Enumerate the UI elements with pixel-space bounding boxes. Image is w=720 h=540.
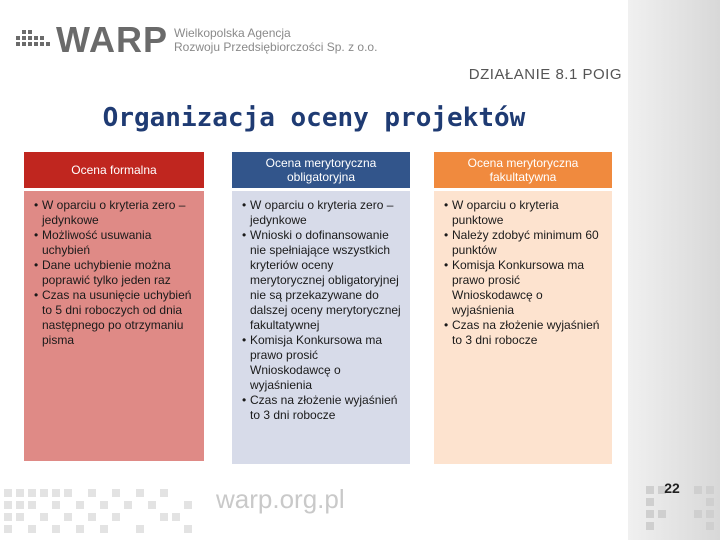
list-item: • Możliwość usuwania uchybień	[34, 228, 196, 258]
warp-logo	[16, 20, 396, 60]
footer-url: warp.org.pl	[216, 484, 345, 514]
list-item: • Wnioski o dofinansowanie nie spełniające wszystkich kryteriów oceny merytorycznej obligatoryjnej nie są przekazywane do dalszej oceny merytorycznej fakultatywnej	[242, 228, 402, 333]
page-number: 22	[664, 480, 680, 496]
column-formal-heading: Ocena formalna	[24, 152, 204, 188]
list-item: • Komisja Konkursowa ma prawo prosić Wnioskodawcę o wyjaśnienia	[242, 333, 402, 393]
footer-dots-icon	[0, 483, 200, 540]
list-item: • Komisja Konkursowa ma prawo prosić Wnioskodawcę o wyjaśnienia	[444, 258, 604, 318]
logo-subtitle-line-2: Rozwoju Przedsiębiorczości Sp. z o.o.	[174, 40, 378, 54]
column-obligatory-body	[232, 191, 410, 464]
action-label: DZIAŁANIE 8.1 POIG	[468, 66, 622, 83]
column-formal-body	[24, 191, 204, 461]
list-item: • Czas na złożenie wyjaśnień to 3 dni robocze	[444, 318, 604, 348]
list-item: • W oparciu o kryteria zero – jedynkowe	[242, 198, 402, 228]
right-side-band	[628, 0, 720, 540]
list-item: • W oparciu o kryteria zero – jedynkowe	[34, 198, 196, 228]
list-item: • W oparciu o kryteria punktowe	[444, 198, 604, 228]
logo-subtitle-line-1: Wielkopolska Agencja	[174, 26, 291, 40]
logo-dots-icon	[16, 28, 52, 52]
list-item: • Dane uchybienie można poprawić tylko jeden raz	[34, 258, 196, 288]
list-item: • Czas na usunięcie uchybień to 5 dni roboczych od dnia następnego po otrzymaniu pisma	[34, 288, 196, 348]
logo-subtitle	[174, 26, 377, 54]
logo-wordmark: WARP	[56, 19, 168, 60]
column-optional-heading: Ocena merytoryczna fakultatywna	[434, 152, 612, 188]
list-item: • Należy zdobyć minimum 60 punktów	[444, 228, 604, 258]
column-optional-body	[434, 191, 612, 464]
list-item: • Czas na złożenie wyjaśnień to 3 dni robocze	[242, 393, 402, 423]
column-obligatory-heading: Ocena merytoryczna obligatoryjna	[232, 152, 410, 188]
slide-title: Organizacja oceny projektów	[102, 103, 526, 133]
